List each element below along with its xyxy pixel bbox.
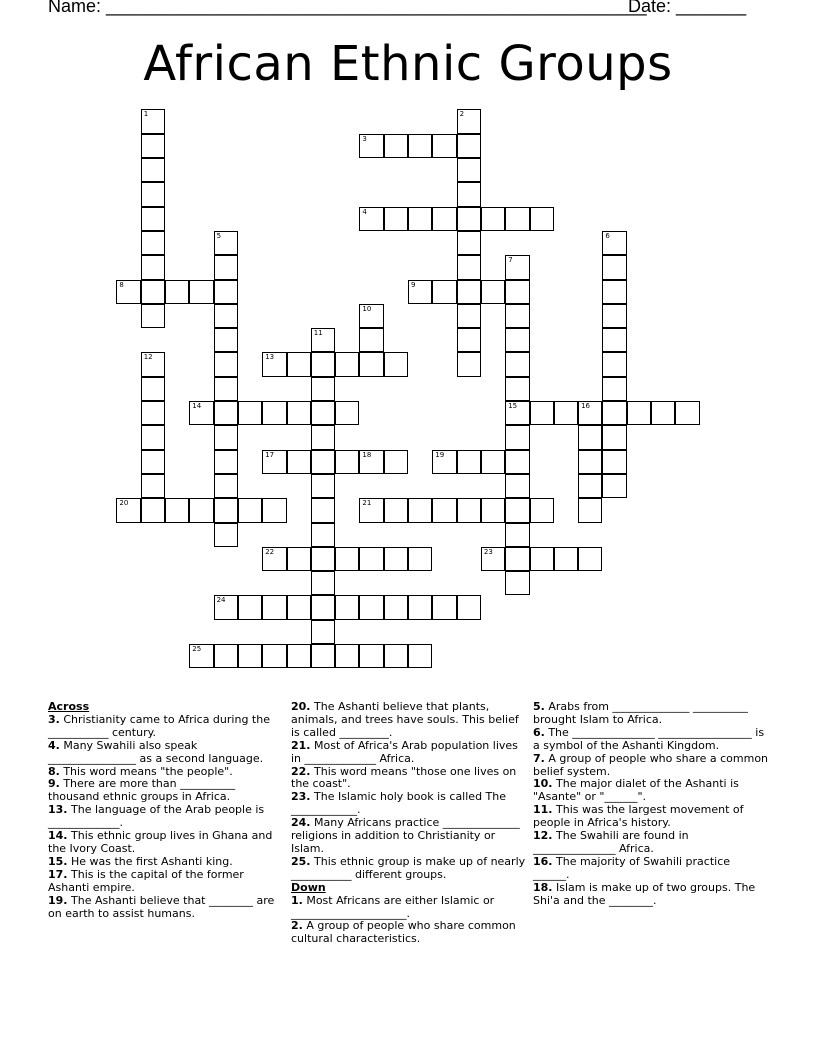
grid-cell[interactable] [141,158,165,182]
clue-text: Islam is make up of two groups. The Shi'a and the ________. [533,880,756,907]
clue-text: A group of people who share common cultural characteristics. [291,919,516,946]
clue-column-1 [48,701,284,920]
grid-cell[interactable] [432,134,456,158]
grid-cell[interactable] [384,352,408,376]
clue-item [291,920,527,946]
grid-cell[interactable] [262,595,286,619]
grid-cell[interactable] [602,450,626,474]
clue-number: 9 [411,280,416,289]
clue-number-label: 5. [533,700,545,713]
clue-number: 23 [483,547,493,556]
grid-cell[interactable] [311,547,335,571]
grid-cell[interactable] [287,547,311,571]
clue-number: 22 [265,547,275,556]
grid-cell[interactable] [602,255,626,279]
clue-item [291,817,527,856]
grid-cell[interactable] [505,304,529,328]
grid-cell[interactable] [116,280,140,304]
grid-cell[interactable] [141,401,165,425]
grid-cell[interactable] [384,644,408,668]
clue-item [291,766,527,792]
grid-cell[interactable] [457,280,481,304]
grid-cell[interactable] [384,134,408,158]
clue-number: 17 [265,450,275,459]
grid-cell[interactable] [141,425,165,449]
grid-cell[interactable] [287,450,311,474]
clue-item [48,895,284,921]
clue-number: 5 [216,231,222,240]
grid-cell[interactable] [505,571,529,595]
grid-cell[interactable] [238,498,262,522]
grid-cell[interactable] [505,207,529,231]
clue-item [291,791,527,817]
down-clue-list-continued [533,701,769,908]
grid-cell[interactable] [505,377,529,401]
grid-cell[interactable] [457,207,481,231]
grid-cell[interactable] [602,328,626,352]
clue-text: Most Africans are either Islamic or _____________________. [291,893,495,920]
grid-cell[interactable] [214,231,238,255]
grid-cell[interactable] [602,425,626,449]
grid-cell[interactable] [311,401,335,425]
date-field-label: Date: _______ [628,0,747,16]
grid-cell[interactable] [384,547,408,571]
grid-cell[interactable] [578,401,602,425]
grid-cell[interactable] [602,401,626,425]
grid-cell[interactable] [359,328,383,352]
grid-cell[interactable] [578,498,602,522]
grid-cell[interactable] [408,595,432,619]
clue-number-label: 18. [533,880,553,894]
grid-cell[interactable] [457,498,481,522]
clue-number: 20 [119,499,129,508]
grid-cell[interactable] [481,498,505,522]
grid-cell[interactable] [505,255,529,279]
clue-item [533,701,769,727]
clue-number: 13 [265,353,275,362]
clue-text: This word means "the people". [59,764,233,778]
grid-cell[interactable] [311,595,335,619]
clue-number: 25 [192,645,202,653]
grid-cell[interactable] [214,280,238,304]
clue-text: He was the first Ashanti king. [67,854,233,868]
clue-number-label: 2. [291,919,303,933]
grid-cell[interactable] [602,231,626,255]
grid-cell[interactable] [675,401,699,425]
grid-cell[interactable] [359,498,383,522]
grid-cell[interactable] [432,280,456,304]
grid-cell[interactable] [287,644,311,668]
clue-number-label: 17. [48,867,68,881]
clue-number: 3 [362,134,367,143]
grid-cell[interactable] [335,352,359,376]
clue-item [533,830,769,856]
grid-cell[interactable] [311,523,335,547]
grid-cell[interactable] [457,595,481,619]
clue-text: The Islamic holy book is called The ____________. [291,790,507,817]
grid-cell[interactable] [262,401,286,425]
grid-cell[interactable] [457,231,481,255]
clue-text: Arabs from ______________ __________ brought Islam to Africa. [533,700,748,726]
clue-number: 10 [362,304,372,313]
clue-number: 4 [362,207,367,216]
grid-cell[interactable] [408,280,432,304]
grid-cell[interactable] [335,595,359,619]
grid-cell[interactable] [287,401,311,425]
grid-cell[interactable] [287,352,311,376]
grid-cell[interactable] [214,304,238,328]
grid-cell[interactable] [214,498,238,522]
grid-cell[interactable] [335,547,359,571]
clue-text: The majority of Swahili practice ______. [533,854,731,881]
grid-cell[interactable] [359,207,383,231]
grid-cell[interactable] [457,304,481,328]
clue-item [48,869,284,895]
grid-cell[interactable] [214,450,238,474]
clue-number-label: 21. [291,738,311,752]
grid-cell[interactable] [165,498,189,522]
grid-cell[interactable] [141,498,165,522]
grid-cell[interactable] [457,158,481,182]
grid-cell[interactable] [311,474,335,498]
grid-cell[interactable] [505,401,529,425]
grid-cell[interactable] [189,498,213,522]
grid-cell[interactable] [311,498,335,522]
clue-number-label: 3. [48,712,60,726]
grid-cell[interactable] [287,595,311,619]
grid-cell[interactable] [408,207,432,231]
grid-cell[interactable] [335,644,359,668]
grid-cell[interactable] [214,377,238,401]
grid-cell[interactable] [578,450,602,474]
clue-number: 11 [313,329,323,338]
grid-cell[interactable] [578,547,602,571]
grid-cell[interactable] [481,450,505,474]
grid-cell[interactable] [311,377,335,401]
grid-cell[interactable] [384,207,408,231]
grid-cell[interactable] [359,450,383,474]
grid-cell[interactable] [335,450,359,474]
grid-cell[interactable] [457,109,481,133]
clue-number: 16 [581,402,591,410]
across-heading: Across [48,700,90,713]
grid-cell[interactable] [554,547,578,571]
grid-cell[interactable] [141,231,165,255]
clue-item [533,804,769,830]
grid-cell[interactable] [141,182,165,206]
grid-cell[interactable] [530,547,554,571]
grid-cell[interactable] [505,474,529,498]
clue-number-label: 16. [533,854,553,868]
clue-number: 2 [459,110,465,119]
grid-cell[interactable] [602,352,626,376]
grid-cell[interactable] [359,134,383,158]
clue-item [533,753,769,779]
clue-number-label: 10. [533,777,553,791]
clue-number: 7 [508,256,513,265]
clue-number-label: 9. [48,777,60,791]
clue-text: This ethnic group is make up of nearly ___________ different groups. [291,854,526,881]
grid-cell[interactable] [432,450,456,474]
clue-number-label: 25. [291,854,311,868]
grid-cell[interactable] [311,450,335,474]
clue-item [291,701,527,740]
grid-cell[interactable] [457,134,481,158]
clue-number-label: 23. [291,790,311,804]
clue-item [48,778,284,804]
clue-number-label: 12. [533,829,553,843]
grid-cell[interactable] [214,352,238,376]
clue-item [48,830,284,856]
grid-cell[interactable] [141,377,165,401]
clue-text: This word means "those one lives on the coast". [291,764,517,791]
clue-item [48,804,284,830]
grid-cell[interactable] [384,498,408,522]
grid-cell[interactable] [359,304,383,328]
grid-cell[interactable] [141,109,165,133]
clue-number-label: 6. [533,725,545,739]
grid-cell[interactable] [262,450,286,474]
grid-cell[interactable] [189,280,213,304]
grid-cell[interactable] [335,401,359,425]
grid-cell[interactable] [214,644,238,668]
grid-cell[interactable] [214,401,238,425]
grid-cell[interactable] [141,450,165,474]
grid-cell[interactable] [457,328,481,352]
clue-item [291,856,527,882]
grid-cell[interactable] [238,401,262,425]
grid-cell[interactable] [505,523,529,547]
grid-cell[interactable] [481,547,505,571]
clue-text: This ethnic group lives in Ghana and the Ivory Coast. [48,829,273,855]
grid-cell[interactable] [408,134,432,158]
grid-cell[interactable] [311,644,335,668]
clue-number-label: 15. [48,854,68,868]
grid-cell[interactable] [505,547,529,571]
grid-cell[interactable] [408,644,432,668]
clue-number: 6 [605,231,610,240]
clue-text: The major dialet of the Ashanti is "Asante" or "______". [533,777,739,804]
grid-cell[interactable] [141,352,165,376]
grid-cell[interactable] [359,595,383,619]
clue-text: Christianity came to Africa during the ___________ century. [48,712,270,739]
name-field-label: Name: ______________________________________________________ [48,0,647,16]
clue-number: 24 [216,596,226,605]
grid-cell[interactable] [481,207,505,231]
grid-cell[interactable] [384,450,408,474]
grid-cell[interactable] [262,547,286,571]
grid-cell[interactable] [141,280,165,304]
clue-item [533,882,769,908]
clue-number-label: 13. [48,803,68,817]
clue-text: Many Swahili also speak ________________ as a second language. [48,738,264,765]
clue-number-label: 11. [533,803,553,817]
grid-cell[interactable] [578,425,602,449]
clue-number: 1 [143,110,149,119]
clue-column-2 [291,701,527,946]
clue-number-label: 1. [291,893,303,907]
grid-cell[interactable] [214,255,238,279]
grid-cell[interactable] [530,207,554,231]
clue-text: Most of Africa's Arab population lives in _____________ Africa. [291,738,518,765]
across-clue-list [48,714,284,921]
grid-cell[interactable] [530,498,554,522]
clue-text: This is the capital of the former Ashanti empire. [48,867,244,894]
grid-cell[interactable] [141,304,165,328]
clue-text: A group of people who share a common belief system. [533,751,769,778]
clue-text: The _______________ _________________ is a symbol of the Ashanti Kingdom. [533,725,765,752]
grid-cell[interactable] [505,352,529,376]
grid-cell[interactable] [359,547,383,571]
clue-item [291,740,527,766]
clue-column-3 [533,701,769,908]
clue-item [48,740,284,766]
clue-number: 21 [362,499,372,508]
clue-number: 8 [119,280,124,289]
clue-text: The language of the Arab people is _____________. [48,803,265,830]
grid-cell[interactable] [505,425,529,449]
grid-cell[interactable] [141,134,165,158]
grid-cell[interactable] [165,280,189,304]
grid-cell[interactable] [141,474,165,498]
grid-cell[interactable] [214,523,238,547]
clue-number-label: 14. [48,829,68,843]
grid-cell[interactable] [141,255,165,279]
grid-cell[interactable] [602,377,626,401]
clue-item [291,895,527,921]
clue-number: 12 [143,353,153,362]
down-clue-list [291,895,527,947]
clue-text: The Ashanti believe that plants, animals, and trees have souls. This belief is called _________. [291,700,519,739]
clue-text: The Ashanti believe that ________ are on earth to assist humans. [48,893,275,920]
grid-cell[interactable] [311,425,335,449]
grid-cell[interactable] [432,498,456,522]
grid-cell[interactable] [262,352,286,376]
clue-number-label: 24. [291,816,311,830]
clue-item [533,856,769,882]
down-heading: Down [291,880,326,894]
grid-cell[interactable] [384,595,408,619]
grid-cell[interactable] [554,401,578,425]
grid-cell[interactable] [238,644,262,668]
grid-cell[interactable] [432,595,456,619]
clue-item [48,714,284,740]
grid-cell[interactable] [359,644,383,668]
clue-item [533,778,769,804]
clue-number-label: 7. [533,751,545,765]
grid-cell[interactable] [651,401,675,425]
grid-cell[interactable] [214,595,238,619]
grid-cell[interactable] [262,498,286,522]
grid-cell[interactable] [311,328,335,352]
grid-cell[interactable] [457,255,481,279]
grid-cell[interactable] [311,620,335,644]
clue-number: 14 [192,402,202,410]
clue-number-label: 19. [48,893,68,907]
page-title: African Ethnic Groups [143,36,673,92]
grid-cell[interactable] [505,498,529,522]
clue-number-label: 8. [48,764,60,778]
grid-cell[interactable] [359,352,383,376]
grid-cell[interactable] [141,207,165,231]
grid-cell[interactable] [602,474,626,498]
clue-number-label: 4. [48,738,60,752]
grid-cell[interactable] [505,450,529,474]
grid-cell[interactable] [457,352,481,376]
grid-cell[interactable] [311,352,335,376]
grid-cell[interactable] [432,207,456,231]
clue-text: The Swahili are found in _______________ Africa. [533,829,689,855]
clue-number: 15 [508,402,518,410]
grid-cell[interactable] [602,304,626,328]
grid-cell[interactable] [627,401,651,425]
clue-number: 19 [435,450,445,459]
grid-cell[interactable] [408,547,432,571]
clue-number: 18 [362,450,372,459]
grid-cell[interactable] [262,644,286,668]
grid-cell[interactable] [214,328,238,352]
grid-cell[interactable] [457,450,481,474]
grid-cell[interactable] [481,280,505,304]
grid-cell[interactable] [457,182,481,206]
grid-cell[interactable] [311,571,335,595]
grid-cell[interactable] [214,474,238,498]
clue-text: Many Africans practice ______________ religions in addition to Christianity or Islam. [291,816,520,855]
clue-text: There are more than __________ thousand ethnic groups in Africa. [48,777,236,804]
clue-item [533,727,769,753]
grid-cell[interactable] [578,474,602,498]
clue-text: This was the largest movement of people in Africa's history. [533,803,744,830]
grid-cell[interactable] [530,401,554,425]
clue-number-label: 20. [291,700,311,713]
grid-cell[interactable] [238,595,262,619]
grid-cell[interactable] [408,498,432,522]
grid-cell[interactable] [505,280,529,304]
across-clue-list-continued [291,701,527,882]
grid-cell[interactable] [214,425,238,449]
grid-cell[interactable] [602,280,626,304]
grid-cell[interactable] [189,644,213,668]
grid-cell[interactable] [116,498,140,522]
grid-cell[interactable] [505,328,529,352]
grid-cell[interactable] [189,401,213,425]
clue-number-label: 22. [291,764,311,778]
